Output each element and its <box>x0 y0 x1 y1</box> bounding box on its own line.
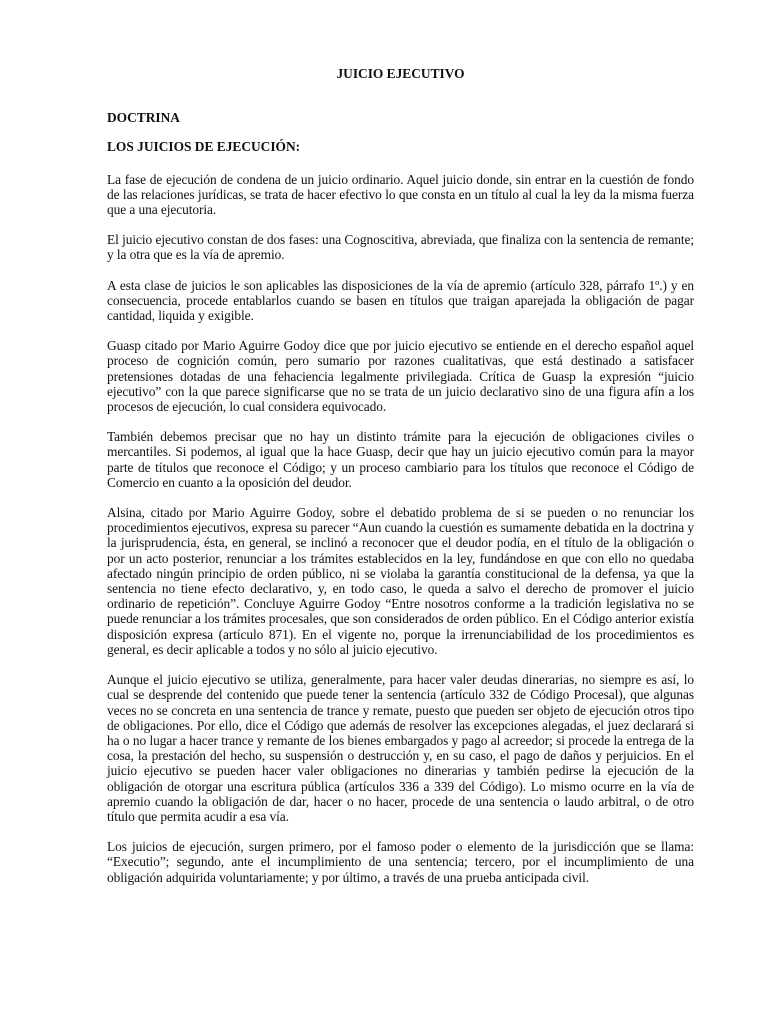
section-heading-juicios-ejecucion: LOS JUICIOS DE EJECUCIÓN: <box>107 139 301 155</box>
paragraph: La fase de ejecución de condena de un juicio ordinario. Aquel juicio donde, sin entrar en la cuestión de fondo de las relaciones jurídicas, se trata de hacer efectivo lo que consta en un título al cual la ley da la misma fuerza que a una ejecutoria. <box>107 171 694 218</box>
paragraph: Alsina, citado por Mario Aguirre Godoy, sobre el debatido problema de si se pueden o no renunciar los procedimientos ejecutivos, expresa su parecer “Aun cuando la cuestión es sumamente debatida en la doctrina y la jurisprudencia, ésta, en general, se inclinó a reconocer que el deudor podía, en el título de la obligación o por un acto posterior, renunciar a los trámites establecidos en la ley, fundándose en que con ello no quedaba afectado ningún principio de orden público, ni se violaba la garantía constitucional de la defensa, ya que la sentencia no tiene efecto declarativo, y, en todo caso, le queda a salvo el derecho de promover el juicio ordinario de repetición”. Concluye Aguirre Godoy “Entre nosotros conforme a la tradición legislativa no se puede renunciar a los trámites procesales, que son considerados de orden público. En el Código anterior existía disposición expresa (artículo 871). En el vigente no, porque la irrenunciabilidad de los procedimientos es general, es decir aplicable a todos y no sólo al juicio ejecutivo. <box>107 505 694 657</box>
document-title: JUICIO EJECUTIVO <box>336 66 465 81</box>
paragraph: El juicio ejecutivo constan de dos fases: una Cognoscitiva, abreviada, que finaliza con la sentencia de remante; y la otra que es la vía de apremio. <box>107 232 694 263</box>
paragraph: Aunque el juicio ejecutivo se utiliza, generalmente, para hacer valer deudas dinerarias, no siempre es así, lo cual se desprende del contenido que puede tener la sentencia (artículo 332 de Código Procesal), que algunas veces no se concreta en una sentencia de trance y remate, puesto que pueden ser objeto de ejecución otros tipo de obligaciones. Por ello, dice el Código que además de resolver las excepciones alegadas, el juez declarará si ha o no lugar a hacer trance y remante de los bienes embargados y pago al acreedor; si procede la entrega de la cosa, la prestación del hecho, su suspensión o destrucción y, en su caso, el pago de daños y perjuicios. En el juicio ejecutivo se pueden hacer valer obligaciones no dinerarias y también pedirse la ejecución de la obligación de otorgar una escritura pública (artículos 336 a 339 del Código). Lo mismo ocurre en la vía de apremio cuando la obligación de dar, hacer o no hacer, procede de una sentencia o laudo arbitral, o de otro título que permita acudir a esa vía. <box>107 672 694 824</box>
paragraph: Guasp citado por Mario Aguirre Godoy dice que por juicio ejecutivo se entiende en el derecho español aquel proceso de cognición común, pero sumario por razones cualitativas, que está destinado a satisfacer pretensiones dotadas de una fehaciencia legalmente privilegiada. Crítica de Guasp la expresión “juicio ejecutivo” con la que parece significarse que no se trata de un juicio declarativo sino de una figura afín a los procesos de ejecución, lo cual considera equivocado. <box>107 338 694 415</box>
document-page <box>107 66 694 900</box>
section-heading-doctrina: DOCTRINA <box>107 110 180 126</box>
paragraph: A esta clase de juicios le son aplicables las disposiciones de la vía de apremio (artículo 328, párrafo 1º.) y en consecuencia, procede entablarlos cuando se basen en títulos que traigan aparejada la obligación de pagar cantidad, liquida y exigible. <box>107 277 694 324</box>
paragraph: Los juicios de ejecución, surgen primero, por el famoso poder o elemento de la jurisdicción que se llama: “Executio”; segundo, ante el incumplimiento de una sentencia; tercero, por el incumplimiento de una obligación adquirida voluntariamente; y por último, a través de una prueba anticipada civil. <box>107 839 694 885</box>
paragraph: También debemos precisar que no hay un distinto trámite para la ejecución de obligaciones civiles o mercantiles. Si podemos, al igual que la hace Guasp, decir que hay un juicio ejecutivo común para la mayor parte de títulos que reconoce el Código; y un proceso cambiario para los títulos que reconoce el Código de Comercio en cuanto a la oposición del deudor. <box>107 429 694 490</box>
